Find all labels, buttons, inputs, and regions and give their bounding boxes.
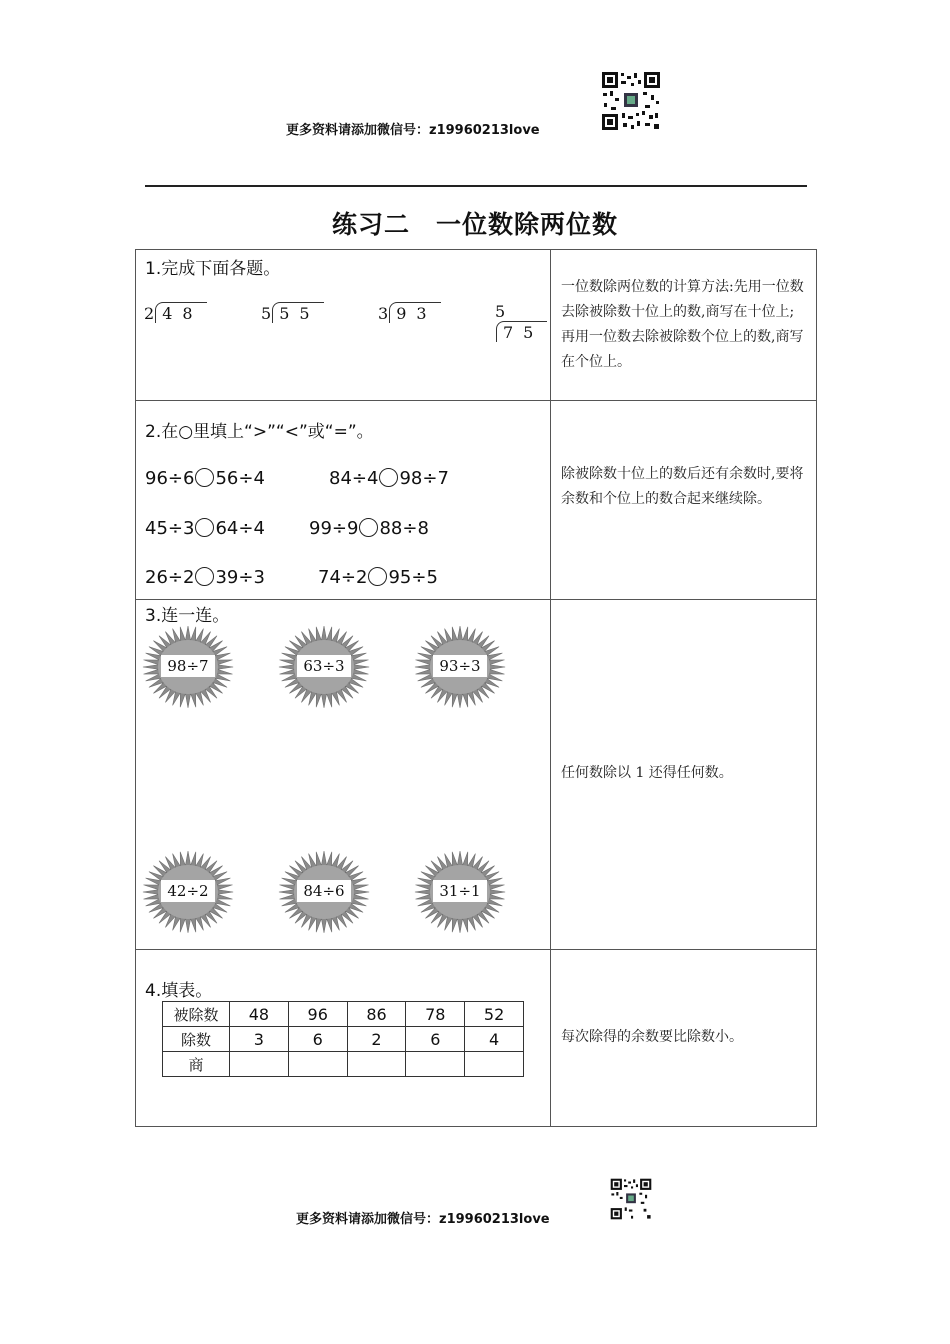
division-problem: 3 93 [378, 302, 441, 323]
section-1-hint-cell [551, 250, 817, 401]
division-problem: 5 55 [261, 302, 324, 323]
compare-circle[interactable] [379, 468, 398, 487]
compare-circle[interactable] [359, 518, 378, 537]
compare-item: 84÷4 98÷7 [329, 468, 449, 489]
table-row: 被除数 48 96 86 78 52 [163, 1002, 524, 1027]
match-item-top[interactable]: 93÷3 [413, 624, 507, 710]
compare-item: 99÷9 88÷8 [309, 518, 429, 539]
exercise-table [135, 249, 817, 1127]
division-problem: 2 48 [144, 302, 207, 323]
answer-cell[interactable] [406, 1052, 465, 1077]
compare-item: 96÷6 56÷4 [145, 468, 265, 489]
compare-circle[interactable] [195, 518, 214, 537]
match-item-bottom[interactable]: 42÷2 [141, 849, 235, 935]
compare-item: 26÷2 39÷3 [145, 567, 265, 588]
table-row: 除数 3 6 2 6 4 [163, 1027, 524, 1052]
section-1-cell [136, 250, 551, 401]
footer-contact: 更多资料请添加微信号：z19960213love [296, 1212, 550, 1227]
header-divider [145, 185, 807, 187]
section-1-hint: 一位数除两位数的计算方法:先用一位数去除被除数十位上的数,商写在十位上;再用一位数去除被除数个位上的数,商写在个位上。 [561, 279, 804, 370]
section-2-hint: 除被除数十位上的数后还有余数时,要将余数和个位上的数合起来继续除。 [561, 466, 804, 507]
section-4-heading: 4.填表。 [145, 981, 213, 1001]
page-title: 练习二 一位数除两位数 [331, 210, 618, 239]
header-contact: 更多资料请添加微信号：z19960213love [286, 123, 540, 138]
table-row: 商 [163, 1052, 524, 1077]
section-1-heading: 1.完成下面各题。 [145, 259, 281, 279]
match-item-bottom[interactable]: 31÷1 [413, 849, 507, 935]
section-2-heading: 2.在○里填上“>”“<”或“=”。 [145, 422, 374, 442]
section-3-heading: 3.连一连。 [145, 606, 230, 626]
division-problem: 575 [495, 302, 550, 342]
match-item-top[interactable]: 63÷3 [277, 624, 371, 710]
section-2-hint-cell [551, 401, 817, 600]
section-4-hint: 每次除得的余数要比除数小。 [561, 1029, 743, 1045]
section-3-hint-cell [551, 600, 817, 950]
section-4-cell [136, 950, 551, 1127]
section-3-hint: 任何数除以 1 还得任何数。 [561, 765, 733, 781]
match-item-top[interactable]: 98÷7 [141, 624, 235, 710]
answer-cell[interactable] [347, 1052, 406, 1077]
compare-item: 45÷3 64÷4 [145, 518, 265, 539]
section-3-cell [136, 600, 551, 950]
compare-circle[interactable] [195, 567, 214, 586]
answer-cell[interactable] [288, 1052, 347, 1077]
compare-item: 74÷2 95÷5 [318, 567, 438, 588]
answer-cell[interactable] [465, 1052, 524, 1077]
section-4-hint-cell [551, 950, 817, 1127]
qr-code-icon [601, 71, 661, 131]
answer-cell[interactable] [230, 1052, 289, 1077]
section-2-cell [136, 401, 551, 600]
compare-circle[interactable] [195, 468, 214, 487]
qr-code-icon [610, 1178, 652, 1220]
division-fill-table [162, 1001, 524, 1077]
compare-circle[interactable] [368, 567, 387, 586]
match-item-bottom[interactable]: 84÷6 [277, 849, 371, 935]
